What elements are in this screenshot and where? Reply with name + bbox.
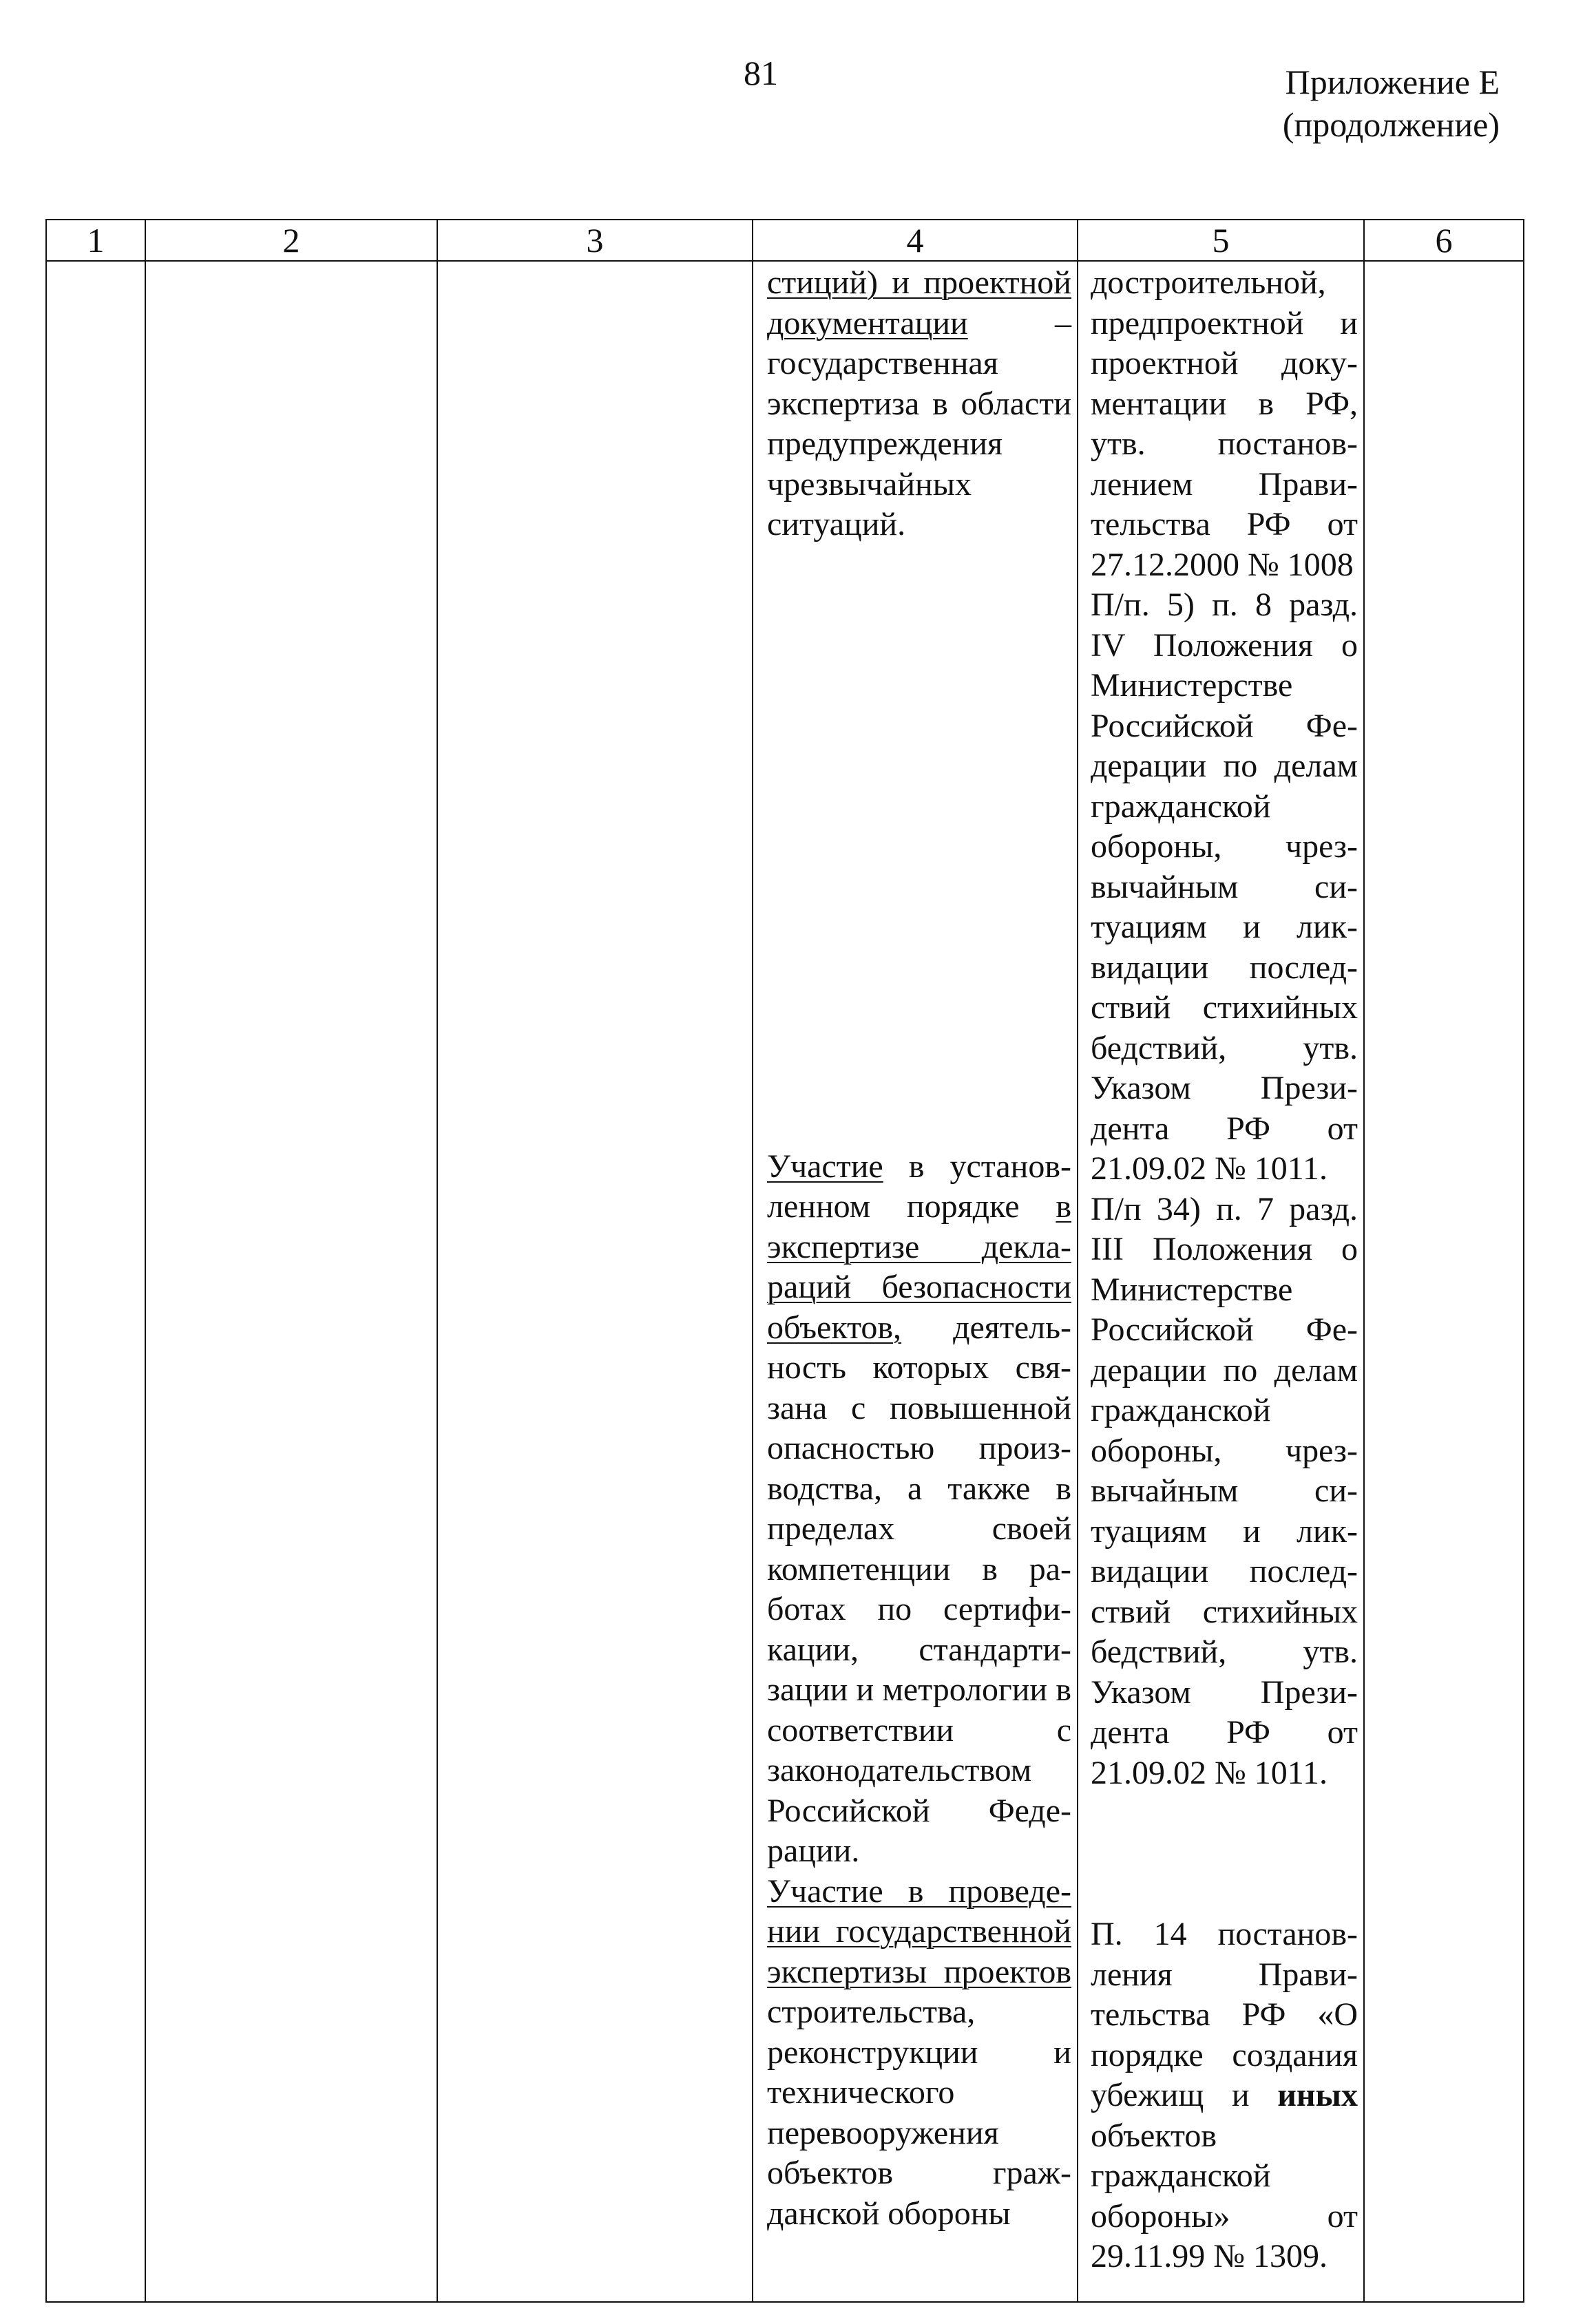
column-header: 5 <box>1078 220 1364 261</box>
activity-underlined-text: Участие в проведении государственной экспертизы проектов <box>767 1872 1071 1990</box>
column-header: 6 <box>1364 220 1524 261</box>
activity-underlined-text: в экспертизе деклараций безопасности объектов, <box>767 1188 1071 1346</box>
appendix-label <box>1283 61 1500 146</box>
activity-text: строительства, реконструкции и технического перевооружения объектов гражданской обороны <box>767 1994 1071 2232</box>
activity-text: деятельность которых связана с повышенной опасностью производства, а также в пределах своей компетенции в работах по сертификации, стандартизации и метрологии в соответствии с законодательством Российской Федерации. <box>767 1309 1071 1869</box>
legal-reference <box>1091 1914 1358 2277</box>
legal-reference-text: П. 14 постановления Правительства РФ «О порядке создания убежищ и <box>1091 1916 1358 2113</box>
legal-reference: достроительной, предпроектной и проектной документации в РФ, утв. постановлением Правительства РФ от 27.12.2000 № 1008 <box>1091 264 1358 583</box>
cell-col-2 <box>145 261 437 2302</box>
activity-text: – государственная экспертиза в области предупреждения чрезвычайных ситуаций. <box>767 304 1071 542</box>
legal-reference: П/п. 5) п. 8 разд. IV Положения о Министерстве Российской Федерации по делам гражданской обороны, чрезвычайным ситуациям и ликвидации последствий стихийных бедствий, утв. Указом Президента РФ от 21.09.02 № 1011. <box>1091 587 1358 1187</box>
column-header: 4 <box>753 220 1078 261</box>
page-number: 81 <box>744 54 778 92</box>
activity-underlined-text: Участие <box>767 1148 883 1185</box>
document-table <box>45 219 1524 2303</box>
column-header: 2 <box>145 220 437 261</box>
cell-col-3 <box>437 261 753 2302</box>
legal-reference-text: объектов гражданской обороны» от 29.11.99 № 1309. <box>1091 2117 1358 2274</box>
activity-block <box>767 1872 1071 2235</box>
cell-col-6 <box>1364 261 1524 2302</box>
activity-underlined-text: стиций) и проектной документации <box>767 264 1071 341</box>
appendix-note: (продолжение) <box>1282 105 1500 144</box>
activity-text: в установленном порядке <box>767 1148 1071 1225</box>
legal-reference-bold: иных <box>1277 2077 1358 2113</box>
cell-col-1 <box>46 261 145 2302</box>
legal-reference: П/п 34) п. 7 разд. III Положения о Министерстве Российской Федерации по делам гражданской обороны, чрезвычайным ситуациям и ликвидации последствий стихийных бедствий, утв. Указом Президента РФ от 21.09.02 № 1011. <box>1091 1190 1358 1791</box>
activity-block <box>767 263 1071 545</box>
cell-col-5 <box>1078 261 1364 2302</box>
appendix-title: Приложение Е <box>1285 63 1500 101</box>
column-header: 3 <box>437 220 753 261</box>
cell-col-4 <box>753 261 1078 2302</box>
activity-block <box>767 1147 1071 1872</box>
table-row <box>46 261 1524 2302</box>
column-header: 1 <box>46 220 145 261</box>
column-header-row <box>46 220 1524 261</box>
